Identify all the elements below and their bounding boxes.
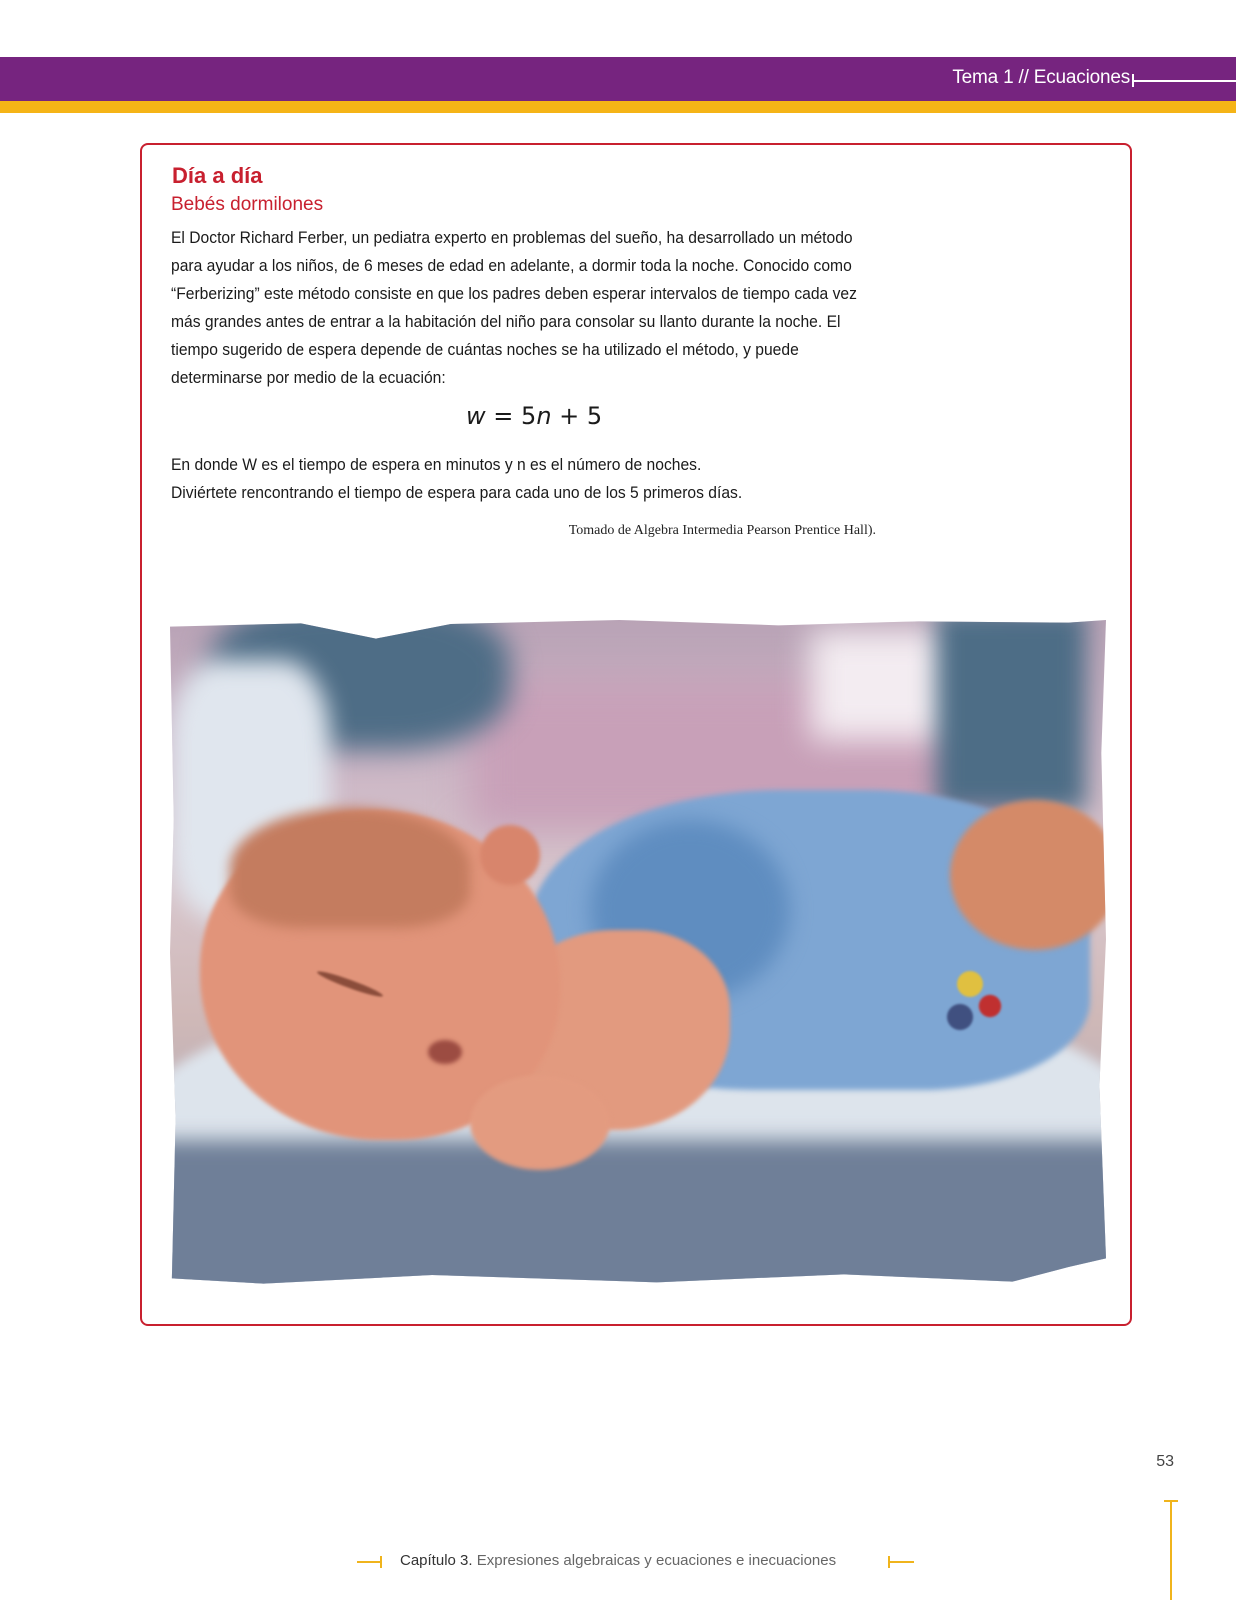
footer-chapter xyxy=(400,1552,836,1569)
page-number: 53 xyxy=(1156,1453,1174,1470)
explanation-paragraph xyxy=(171,451,815,507)
equation-var: n xyxy=(536,402,552,430)
equation-const: 5 xyxy=(586,402,603,430)
header-stripe xyxy=(0,101,1236,113)
explanation-line-1: En donde W es el tiempo de espera en minutos y n es el número de noches. xyxy=(171,455,702,474)
explanation-line-2: Diviértete rencontrando el tiempo de espera para cada uno de los 5 primeros días. xyxy=(171,483,743,502)
chapter-title: Expresiones algebraicas y ecuaciones e inecuaciones xyxy=(476,1552,837,1569)
chapter-label: Capítulo 3. xyxy=(400,1552,473,1569)
header-title: Tema 1 // Ecuaciones xyxy=(952,67,1130,88)
equation-lhs: w xyxy=(466,402,486,430)
source-note: Tomado de Algebra Intermedia Pearson Prentice Hall). xyxy=(568,523,876,538)
footer-rule-right xyxy=(890,1561,914,1563)
side-rule xyxy=(1170,1500,1172,1600)
equation xyxy=(466,402,602,430)
intro-paragraph: El Doctor Richard Ferber, un pediatra experto en problemas del sueño, ha desarrollado un método para ayudar a los niños, de 6 meses de edad en adelante, a dormir toda la noche. Conocido como “Ferberizing” este método consiste en que los padres deben esperar intervalos de tiempo cada vez más grandes antes de entrar a la habitación del niño para consolar su llanto durante la noche. El tiempo sugerido de espera depende de cuántas noches se ha utilizado el método, y puede determinarse por medio de la ecuación: xyxy=(171,228,857,387)
header-rule-tick xyxy=(1132,74,1134,87)
section-subtitle: Bebés dormilones xyxy=(171,194,324,215)
footer-rule-left-tick xyxy=(380,1556,382,1568)
footer-rule-left xyxy=(357,1561,381,1563)
section-title: Día a día xyxy=(172,163,263,188)
header-rule xyxy=(1132,80,1236,82)
equation-equals: = xyxy=(493,402,514,430)
equation-plus: + xyxy=(559,402,580,430)
sleeping-baby-photo xyxy=(170,620,1106,1285)
equation-coef: 5 xyxy=(521,402,537,430)
